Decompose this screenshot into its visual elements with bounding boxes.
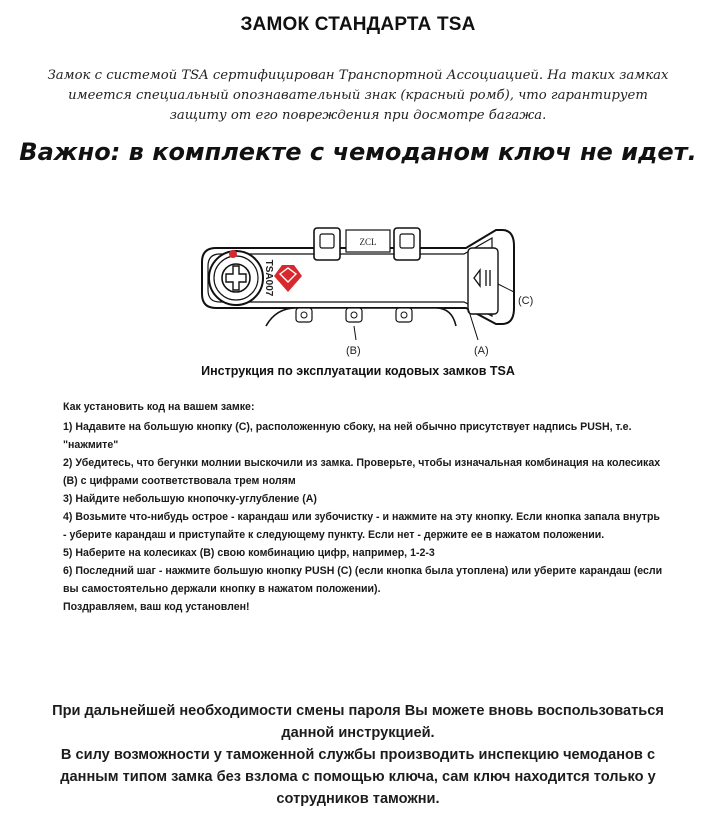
push-button-c[interactable] [468, 248, 498, 314]
instruction-step: 3) Найдите небольшую кнопочку-углубление (А) [63, 493, 317, 505]
label-a: (A) [474, 345, 489, 357]
instruction-step: 6) Последний шаг - нажмите большую кнопку PUSH (С) (если кнопка была утоплена) или уберите карандаш (если вы самостоятельно держали кнопку в нажатом положении). [63, 565, 663, 595]
dial-wheel-1[interactable] [296, 308, 312, 322]
footer-line-2: В силу возможности у таможенной службы производить инспекцию чемоданов с данным типом замка без взлома с помощью ключа, сам ключ находится только у сотрудников таможни. [60, 747, 656, 807]
congrats-line: Поздравляем, ваш код установлен! [63, 601, 250, 613]
red-dot [229, 250, 237, 258]
instructions-list [63, 398, 663, 616]
instruction-step: 5) Наберите на колесиках (В) свою комбинацию цифр, например, 1-2-3 [63, 547, 435, 559]
label-b: (B) [346, 345, 361, 357]
brand-label: ZCL [359, 237, 377, 247]
instructions-title: Инструкция по эксплуатации кодовых замков TSA [201, 364, 515, 378]
dial-wheel-2[interactable] [346, 308, 362, 322]
tsa-lock-diagram [196, 208, 556, 360]
key-cylinder [209, 251, 263, 305]
shackle-left [314, 228, 340, 260]
instructions-intro: Как установить код на вашем замке: [63, 401, 255, 413]
shackle-right [394, 228, 420, 260]
instruction-step: 2) Убедитесь, что бегунки молнии выскочили из замка. Проверьте, чтобы изначальная комбинация на колесиках (В) с цифрами соответствовала трем нолям [63, 457, 661, 487]
dial-wheel-3[interactable] [396, 308, 412, 322]
footer-line-1: При дальнейшей необходимости смены пароля Вы можете вновь воспользоваться данной инструкцией. [52, 703, 664, 741]
page-title: ЗАМОК СТАНДАРТА TSA [240, 14, 476, 35]
intro-text: Замок с системой TSA сертифицирован Транспортной Ассоциацией. На таких замках имеется специальный опознавательный знак (красный ромб), что гарантирует защиту от его повреждения при досмотре багажа. [47, 68, 669, 123]
instruction-step: 4) Возьмите что-нибудь острое - карандаш или зубочистку - и нажмите на эту кнопку. Если кнопка запала внутрь - уберите карандаш и приступайте к следующему пункту. Если нет - держите ее в нажатом положении. [63, 511, 660, 541]
tsa-mark: TSA007 [263, 259, 274, 297]
instruction-step: 1) Надавите на большую кнопку (С), расположенную сбоку, на ней обычно присутствует надпись PUSH, т.е. "нажмите" [63, 421, 632, 451]
important-note: Важно: в комплекте с чемоданом ключ не идет. [19, 138, 697, 166]
footer-note [40, 700, 676, 810]
label-c: (C) [518, 295, 534, 307]
